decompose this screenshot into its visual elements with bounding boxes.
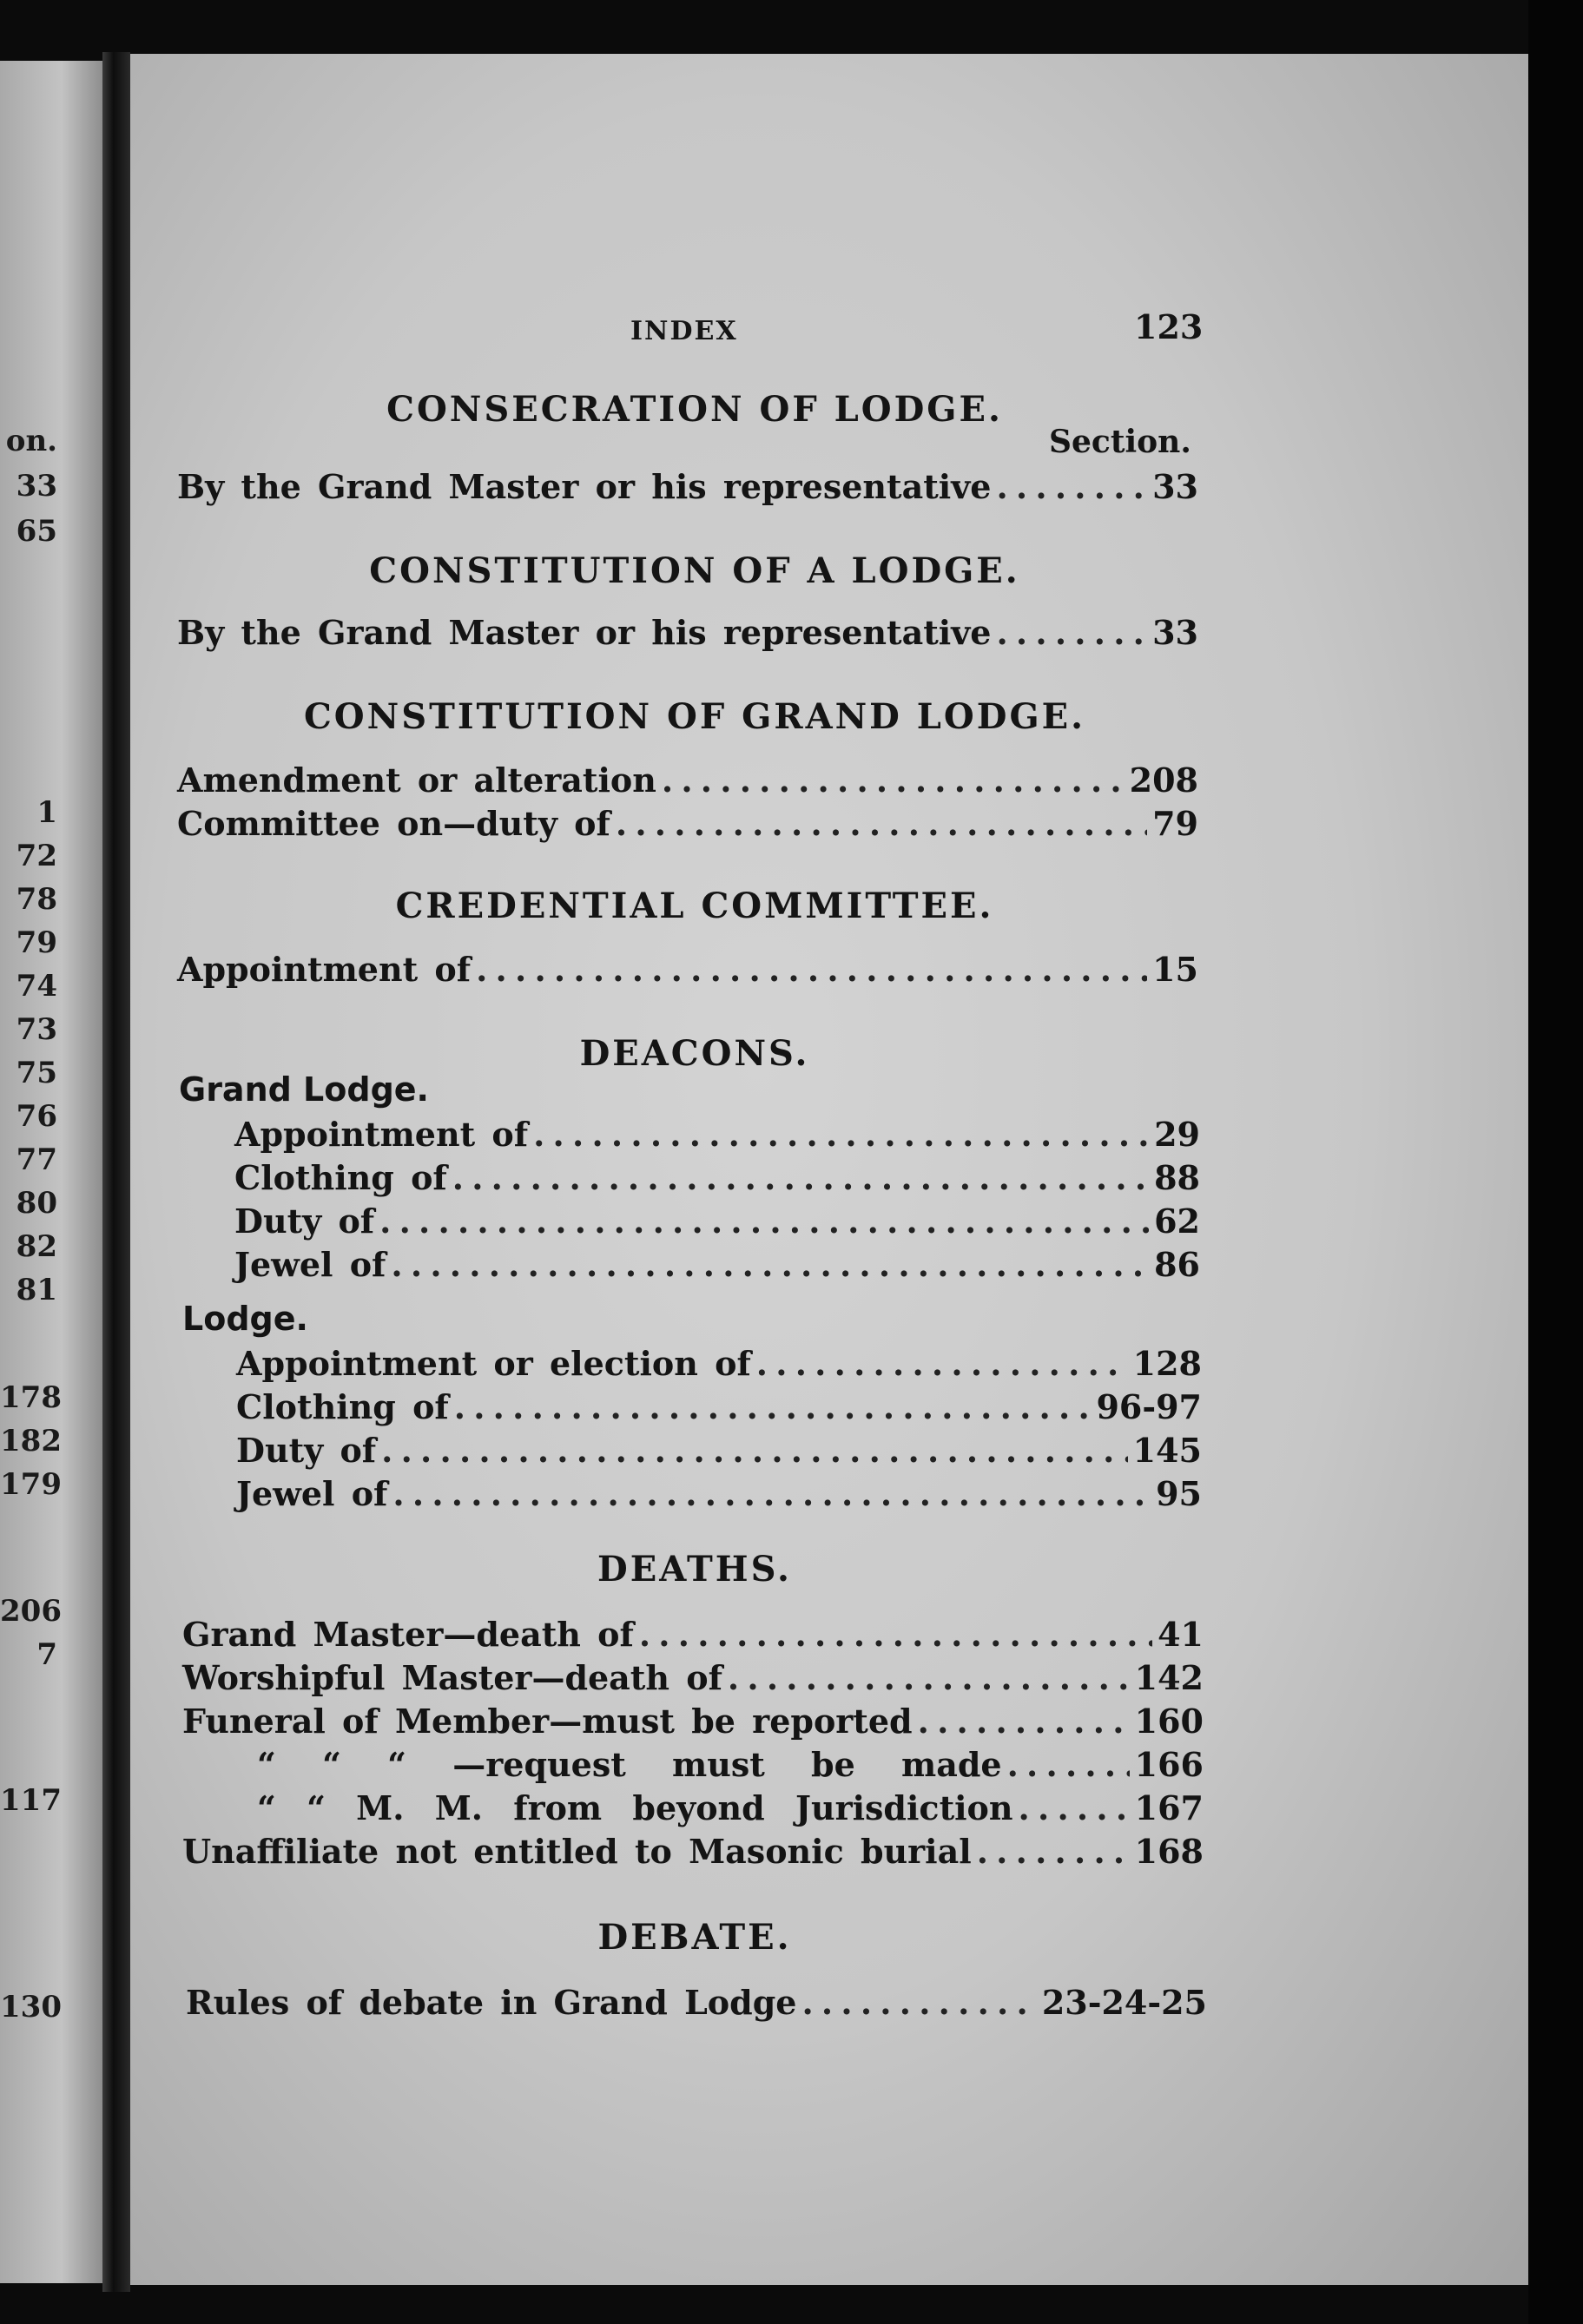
entry-label: Worshipful Master—death of bbox=[182, 1658, 722, 1697]
index-entry bbox=[177, 760, 1198, 800]
entry-section: 33 bbox=[1152, 467, 1198, 506]
entry-label: Amendment or alteration bbox=[177, 760, 656, 800]
dot-leader bbox=[728, 1658, 1130, 1698]
left-page-number: 80 bbox=[16, 1186, 57, 1221]
dot-leader bbox=[996, 467, 1147, 507]
left-page-number: 72 bbox=[16, 839, 57, 873]
index-entry bbox=[177, 467, 1198, 507]
section-heading: DEACONS. bbox=[579, 1033, 810, 1074]
entry-label: Appointment of bbox=[234, 1115, 529, 1154]
index-entry bbox=[234, 1245, 1200, 1285]
index-entry bbox=[234, 1158, 1200, 1198]
dot-leader bbox=[662, 760, 1125, 800]
dot-leader bbox=[381, 1431, 1128, 1471]
left-page-number: 75 bbox=[16, 1056, 57, 1090]
left-page-column bbox=[0, 0, 102, 2324]
entry-section: 145 bbox=[1132, 1431, 1202, 1470]
dot-leader bbox=[639, 1615, 1152, 1655]
index-entry bbox=[182, 1832, 1204, 1872]
dot-leader bbox=[533, 1115, 1149, 1155]
section-heading: DEBATE. bbox=[597, 1917, 792, 1958]
index-entry bbox=[234, 1115, 1200, 1155]
section-heading: CONSTITUTION OF GRAND LODGE. bbox=[303, 696, 1086, 737]
index-entry bbox=[186, 1983, 1207, 2023]
index-entry bbox=[236, 1431, 1202, 1471]
subsection-heading: Grand Lodge. bbox=[179, 1070, 429, 1109]
left-page-number: 130 bbox=[0, 1990, 62, 2024]
section-heading: DEATHS. bbox=[597, 1549, 792, 1590]
entry-section: 41 bbox=[1158, 1615, 1204, 1654]
left-page-number: 79 bbox=[16, 925, 57, 960]
section-heading: CONSECRATION OF LODGE. bbox=[386, 389, 1003, 430]
index-entry bbox=[177, 613, 1198, 653]
left-page-number: 73 bbox=[16, 1012, 57, 1047]
left-page-number: 178 bbox=[0, 1380, 62, 1415]
entry-section: 160 bbox=[1134, 1702, 1204, 1741]
dot-leader bbox=[977, 1832, 1130, 1872]
left-page-number: 7 bbox=[36, 1637, 57, 1672]
dot-leader bbox=[801, 1983, 1036, 2023]
left-page-number: 182 bbox=[0, 1424, 62, 1458]
left-page-header-fragment: on. bbox=[5, 424, 57, 458]
left-page-number: 76 bbox=[16, 1099, 57, 1134]
index-entry bbox=[177, 950, 1198, 990]
book-gutter bbox=[102, 52, 130, 2292]
entry-section: 142 bbox=[1134, 1658, 1204, 1697]
entry-section: 96-97 bbox=[1096, 1387, 1202, 1426]
dot-leader bbox=[918, 1702, 1130, 1741]
left-page-number: 74 bbox=[16, 969, 57, 1004]
dot-leader bbox=[392, 1474, 1151, 1514]
entry-label: Duty of bbox=[236, 1431, 377, 1470]
entry-label: Clothing of bbox=[236, 1387, 449, 1426]
entry-label: Appointment of bbox=[177, 950, 472, 989]
index-entry bbox=[182, 1658, 1204, 1698]
entry-section: 128 bbox=[1132, 1344, 1202, 1383]
dot-leader bbox=[1007, 1745, 1130, 1785]
section-heading: CONSTITUTION OF A LODGE. bbox=[369, 550, 1020, 591]
entry-label: By the Grand Master or his representative bbox=[177, 613, 992, 652]
left-page-number: 33 bbox=[16, 469, 57, 504]
entry-section: 86 bbox=[1154, 1245, 1200, 1284]
entry-label: Funeral of Member—must be reported bbox=[182, 1702, 913, 1741]
entry-section: 208 bbox=[1129, 760, 1198, 800]
scan-border bbox=[1528, 0, 1583, 2324]
entry-label: Committee on—duty of bbox=[177, 804, 610, 843]
index-entry bbox=[257, 1745, 1204, 1785]
entry-label: Grand Master—death of bbox=[182, 1615, 634, 1654]
entry-section: 62 bbox=[1154, 1202, 1200, 1241]
entry-section: 23-24-25 bbox=[1041, 1983, 1207, 2022]
left-page-number: 117 bbox=[0, 1783, 62, 1818]
entry-section: 168 bbox=[1134, 1832, 1204, 1871]
index-entry bbox=[182, 1702, 1204, 1741]
index-entry bbox=[234, 1202, 1200, 1241]
entry-label: “ “ “ —request must be made bbox=[257, 1745, 1002, 1784]
left-page-number: 1 bbox=[36, 795, 57, 830]
left-page-number: 82 bbox=[16, 1229, 57, 1264]
entry-label: By the Grand Master or his representative bbox=[177, 467, 992, 506]
page-number: 123 bbox=[1134, 307, 1204, 346]
entry-label: Jewel of bbox=[234, 1245, 386, 1284]
left-page-number: 81 bbox=[16, 1273, 57, 1307]
index-entry bbox=[177, 804, 1198, 844]
left-page-number: 65 bbox=[16, 514, 57, 549]
running-title: INDEX bbox=[630, 316, 738, 346]
dot-leader bbox=[391, 1245, 1149, 1285]
dot-leader bbox=[996, 613, 1147, 653]
entry-label: Unaffiliate not entitled to Masonic burial bbox=[182, 1832, 972, 1871]
index-entry bbox=[236, 1474, 1202, 1514]
entry-label: Jewel of bbox=[236, 1474, 388, 1513]
entry-section: 79 bbox=[1152, 804, 1198, 843]
entry-section: 29 bbox=[1154, 1115, 1200, 1154]
dot-leader bbox=[616, 804, 1147, 844]
index-entry bbox=[236, 1344, 1202, 1384]
entry-section: 33 bbox=[1152, 613, 1198, 652]
entry-label: Rules of debate in Grand Lodge bbox=[186, 1983, 797, 2022]
entry-section: 95 bbox=[1156, 1474, 1202, 1513]
entry-label: Duty of bbox=[234, 1202, 375, 1241]
entry-label: “ “ M. M. from beyond Jurisdiction bbox=[257, 1788, 1013, 1827]
left-page-number: 78 bbox=[16, 882, 57, 917]
entry-section: 167 bbox=[1134, 1788, 1204, 1827]
section-column-label: Section. bbox=[1049, 424, 1191, 460]
dot-leader bbox=[452, 1158, 1149, 1198]
index-entry bbox=[236, 1387, 1202, 1427]
left-page-number: 77 bbox=[16, 1142, 57, 1177]
entry-section: 166 bbox=[1134, 1745, 1204, 1784]
left-page-number: 179 bbox=[0, 1467, 62, 1502]
dot-leader bbox=[476, 950, 1147, 990]
entry-section: 88 bbox=[1154, 1158, 1200, 1197]
subsection-heading: Lodge. bbox=[182, 1300, 308, 1338]
dot-leader bbox=[454, 1387, 1092, 1427]
dot-leader bbox=[756, 1344, 1128, 1384]
entry-label: Clothing of bbox=[234, 1158, 447, 1197]
entry-label: Appointment or election of bbox=[236, 1344, 751, 1383]
index-entry bbox=[182, 1615, 1204, 1655]
index-entry bbox=[257, 1788, 1204, 1828]
dot-leader bbox=[379, 1202, 1149, 1241]
dot-leader bbox=[1019, 1788, 1130, 1828]
section-heading: CREDENTIAL COMMITTEE. bbox=[395, 885, 994, 926]
entry-section: 15 bbox=[1152, 950, 1198, 989]
left-page-number: 206 bbox=[0, 1594, 62, 1629]
